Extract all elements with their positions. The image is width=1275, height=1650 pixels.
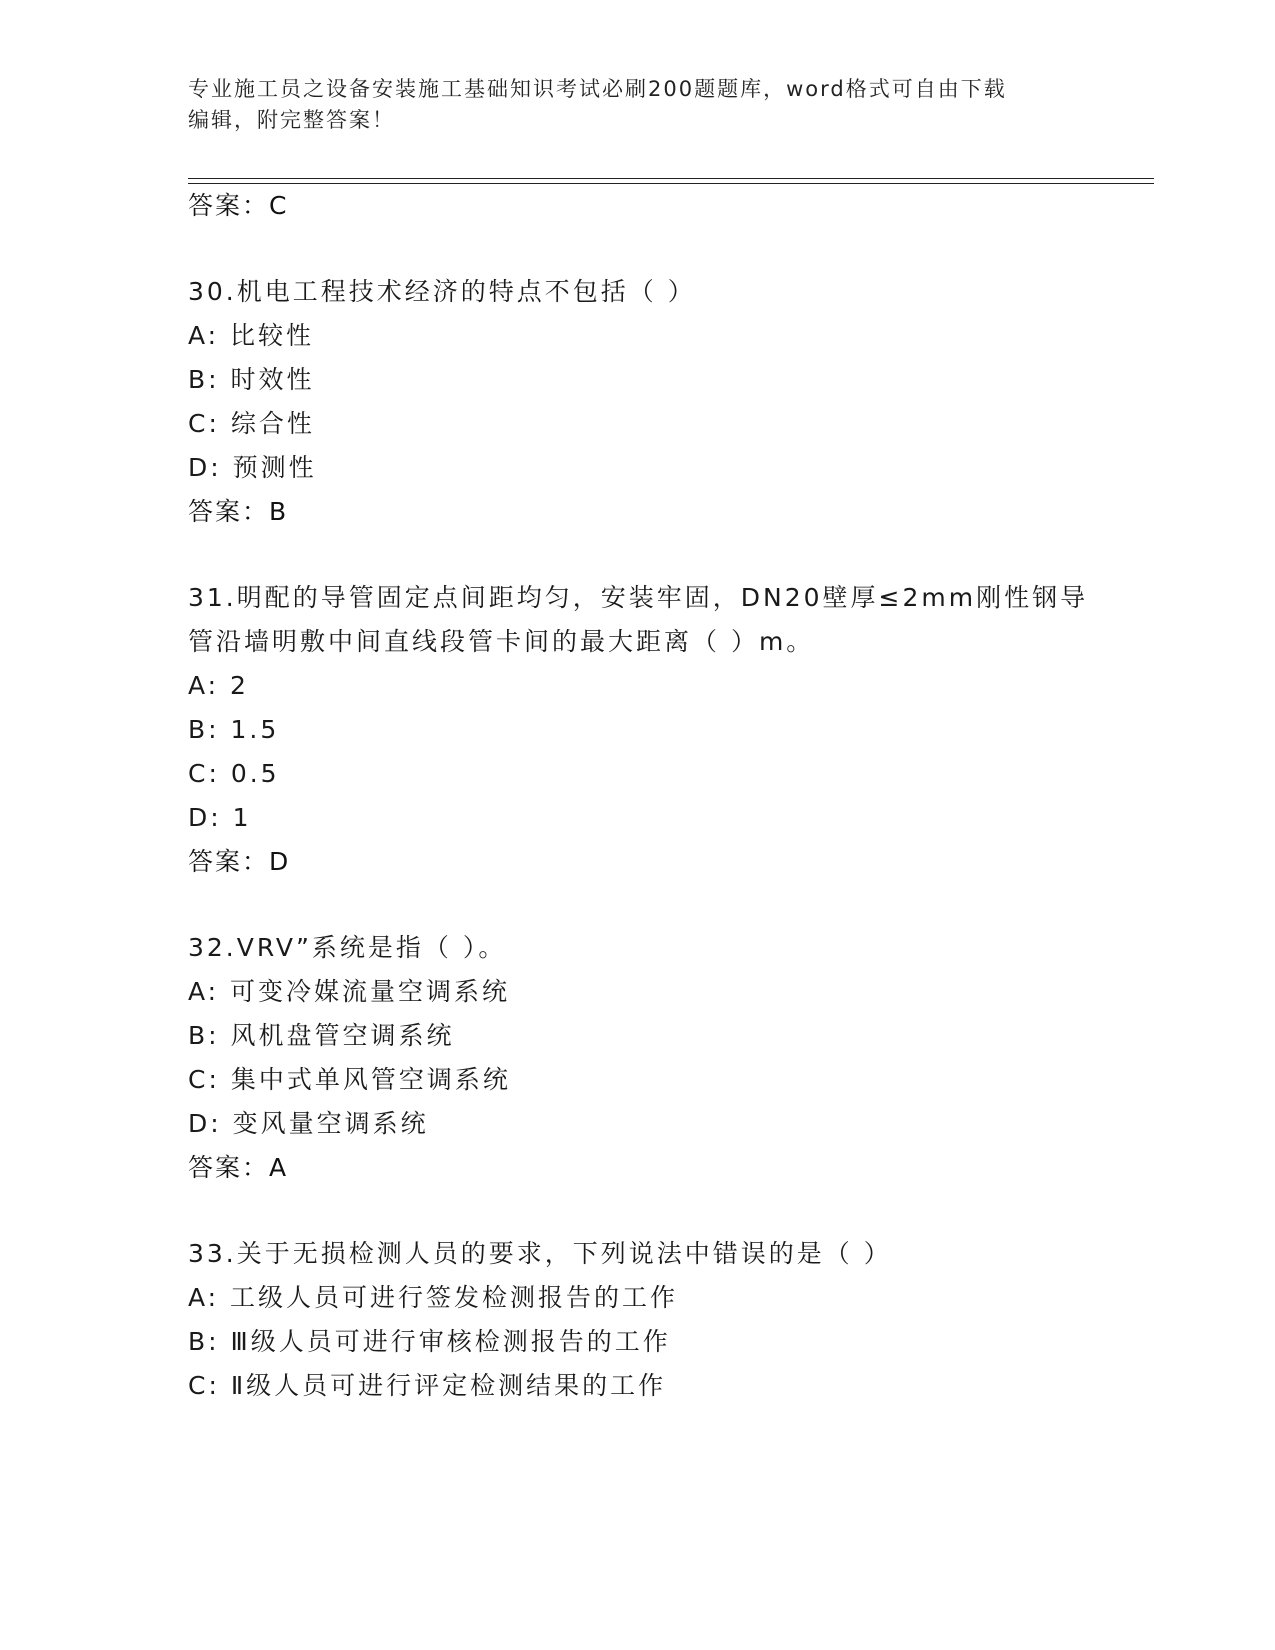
q30-answer: 答案：B: [188, 497, 289, 526]
header-divider-bottom: [188, 183, 1154, 184]
q32-option-c: C: 集中式单风管空调系统: [188, 1065, 511, 1094]
q31-stem-line-1: 31.明配的导管固定点间距均匀，安装牢固，DN20壁厚≤2mm刚性钢导: [188, 583, 1089, 612]
header-line-1: 专业施工员之设备安装施工基础知识考试必刷200题题库，word格式可自由下载: [188, 77, 1007, 101]
q33-option-c: C: Ⅱ级人员可进行评定检测结果的工作: [188, 1371, 667, 1400]
q30-stem: 30.机电工程技术经济的特点不包括（ ）: [188, 277, 696, 306]
q32-option-a: A: 可变冷媒流量空调系统: [188, 977, 511, 1006]
q31-option-d: D: 1: [188, 803, 252, 832]
document-header: [188, 74, 1088, 136]
q30-option-b: B: 时效性: [188, 365, 315, 394]
q33-option-a: A: 工级人员可进行签发检测报告的工作: [188, 1283, 679, 1312]
q30-option-d: D: 预测性: [188, 453, 317, 482]
q31-option-a: A: 2: [188, 671, 249, 700]
q31-option-c: C: 0.5: [188, 759, 280, 788]
q31-answer: 答案：D: [188, 847, 291, 876]
q32-option-d: D: 变风量空调系统: [188, 1109, 429, 1138]
answer-prev: 答案：C: [188, 191, 289, 220]
q32-answer: 答案：A: [188, 1153, 289, 1182]
header-divider-top: [188, 178, 1154, 179]
q33-stem: 33.关于无损检测人员的要求，下列说法中错误的是（ ）: [188, 1239, 892, 1268]
q31-option-b: B: 1.5: [188, 715, 280, 744]
q32-stem: 32.VRV”系统是指（ ）。: [188, 933, 507, 962]
q30-option-a: A: 比较性: [188, 321, 315, 350]
header-line-2: 编辑，附完整答案！: [188, 108, 395, 132]
q30-option-c: C: 综合性: [188, 409, 315, 438]
q32-option-b: B: 风机盘管空调系统: [188, 1021, 455, 1050]
q33-option-b: B: Ⅲ级人员可进行审核检测报告的工作: [188, 1327, 671, 1356]
q31-stem-line-2: 管沿墙明敷中间直线段管卡间的最大距离（ ）m。: [188, 627, 815, 656]
